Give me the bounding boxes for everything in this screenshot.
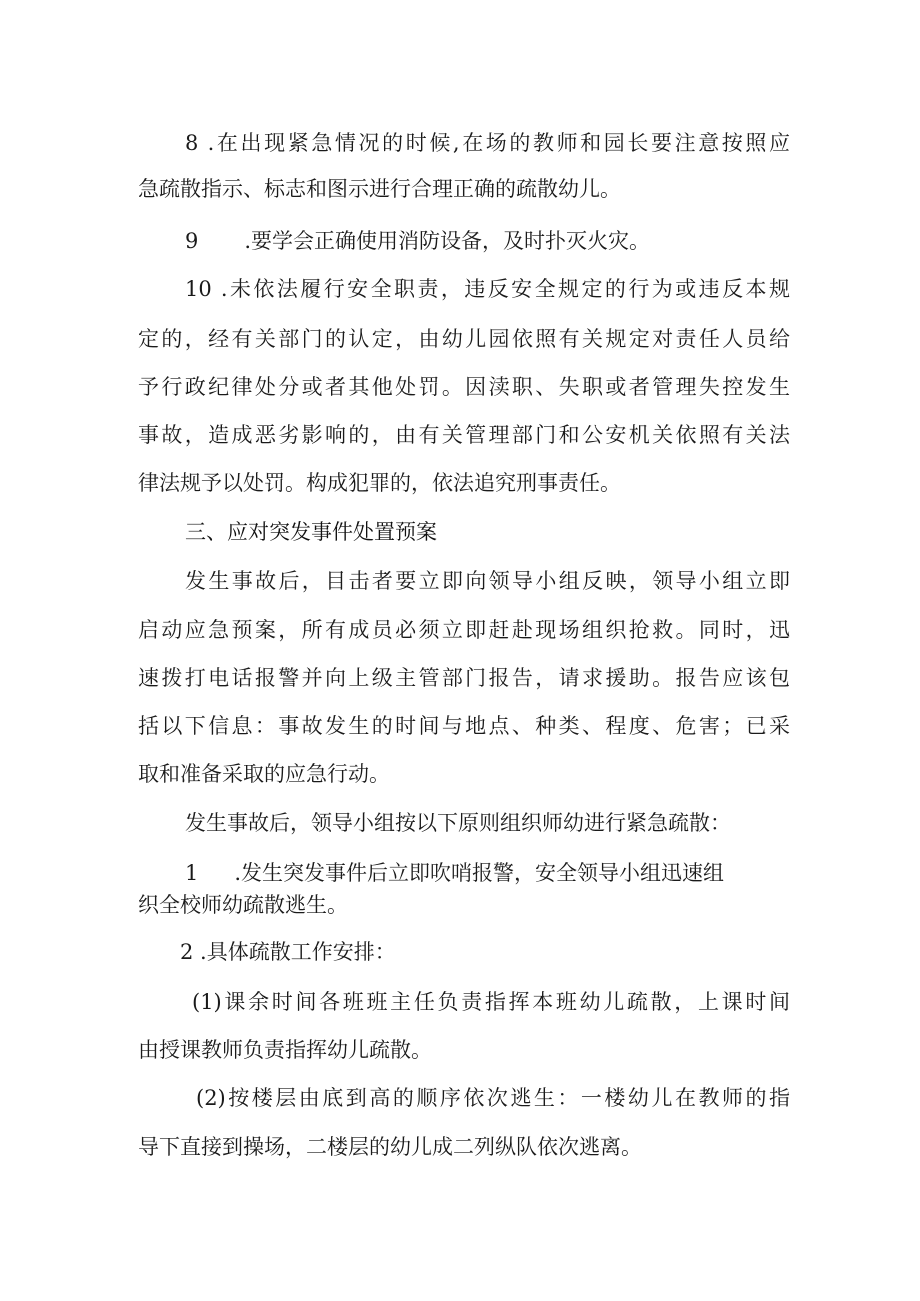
para-1-line-1: 发生事故后，目击者要立即向领导小组反映，领导小组立即 bbox=[185, 569, 790, 593]
sub-1-line-1: (1)课余时间各班班主任负责指挥本班幼儿疏散，上课时间 bbox=[192, 990, 790, 1014]
sub-2-line-1: (2)按楼层由底到高的顺序依次逃生：一楼幼儿在教师的指 bbox=[196, 1086, 790, 1110]
item-10-line-4: 事故，造成恶劣影响的，由有关管理部门和公安机关依照有关法 bbox=[138, 423, 790, 447]
sub-1-line-2: 由授课教师负责指挥幼儿疏散。 bbox=[138, 1038, 432, 1062]
item-10-line-1: 10 .未依法履行安全职责，违反安全规定的行为或违反本规 bbox=[185, 277, 790, 301]
section-3-heading: 三、应对突发事件处置预案 bbox=[185, 520, 437, 544]
item-10-line-2: 定的，经有关部门的认定，由幼儿园依照有关规定对责任人员给 bbox=[138, 327, 790, 351]
item-9-text: .要学会正确使用消防设备，及时扑灭火灾。 bbox=[244, 229, 651, 253]
para-1-line-5: 取和准备采取的应急行动。 bbox=[138, 762, 390, 786]
item-9 bbox=[185, 227, 790, 255]
para-1-line-3: 速拨打电话报警并向上级主管部门报告，请求援助。报告应该包 bbox=[138, 666, 790, 690]
step-1-number: 1 bbox=[185, 861, 199, 885]
item-8-line-2: 急疏散指示、标志和图示进行合理正确的疏散幼儿。 bbox=[138, 177, 621, 201]
para-1-line-4: 括以下信息：事故发生的时间与地点、种类、程度、危害；已采 bbox=[138, 714, 790, 738]
para-1-line-2: 启动应急预案，所有成员必须立即赶赴现场组织抢救。同时，迅 bbox=[138, 618, 790, 642]
step-1-text: .发生突发事件后立即吹哨报警，安全领导小组迅速组 bbox=[234, 861, 725, 885]
sub-2-line-2: 导下直接到操场，二楼层的幼儿成二列纵队依次逃离。 bbox=[138, 1135, 642, 1159]
step-2-line-1: 2 .具体疏散工作安排： bbox=[180, 940, 396, 964]
para-2-line-1: 发生事故后，领导小组按以下原则组织师幼进行紧急疏散： bbox=[185, 811, 731, 835]
item-8-line-1: 8 .在出现紧急情况的时候,在场的教师和园长要注意按照应 bbox=[185, 131, 790, 155]
step-1-line-1 bbox=[185, 859, 790, 887]
item-10-line-3: 予行政纪律处分或者其他处罚。因渎职、失职或者管理失控发生 bbox=[138, 375, 790, 399]
item-9-number: 9 bbox=[185, 229, 199, 253]
item-10-line-5: 律法规予以处罚。构成犯罪的，依法追究刑事责任。 bbox=[138, 471, 621, 495]
step-1-line-2: 织全校师幼疏散逃生。 bbox=[138, 893, 348, 917]
